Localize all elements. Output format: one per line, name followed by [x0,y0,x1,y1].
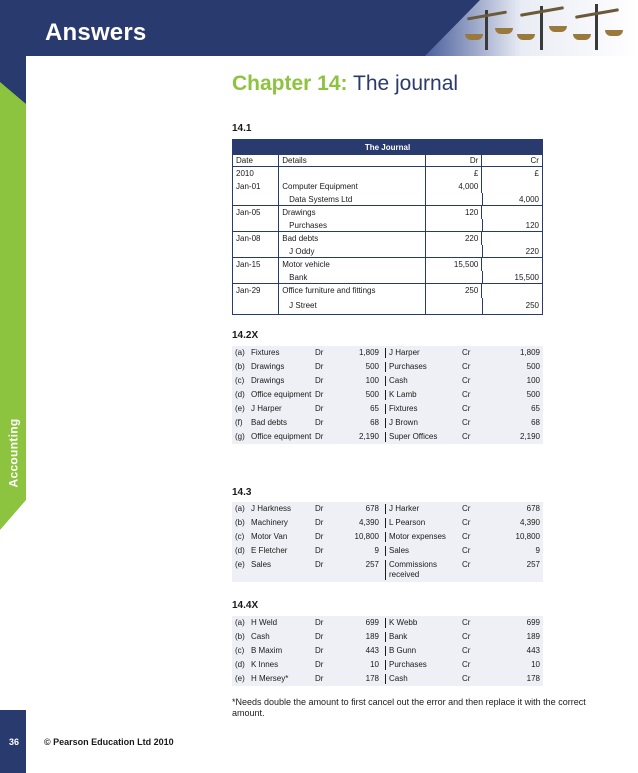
entry-label: (c) [235,532,245,541]
cell-cr: 15,500 [514,273,539,282]
debit-amount: 4,390 [342,518,386,528]
debit-account: Machinery [251,518,288,527]
table-row [233,167,542,180]
cell-dr: 4,000 [426,180,482,193]
credit-account: Cash [389,674,408,683]
debit-amount: 257 [342,560,386,580]
debit-marker: Dr [315,404,324,413]
credit-amount: 4,390 [519,518,540,527]
credit-account: Super Offices [389,432,438,441]
credit-marker: Cr [462,674,471,683]
entry-label: (c) [235,376,245,385]
credit-account: Motor expenses [389,532,446,541]
cell-details: J Street [279,298,426,314]
debit-marker: Dr [315,432,324,441]
col-date: Date [233,155,279,166]
credit-amount: 9 [535,546,540,555]
credit-amount: 699 [526,618,540,627]
credit-marker: Cr [462,560,471,569]
cell-cr: £ [534,169,539,178]
debit-amount: 100 [342,376,386,386]
cell-details: Bad debts [279,232,426,245]
debit-marker: Dr [315,532,324,541]
table-row [232,544,543,558]
credit-marker: Cr [462,376,471,385]
cell-dr [426,245,482,257]
col-dr: Dr [426,155,482,166]
credit-amount: 500 [526,362,540,371]
credit-amount: 10,800 [515,532,540,541]
table-row [233,271,542,284]
col-details: Details [279,155,426,166]
table-row [233,258,542,271]
debit-marker: Dr [315,546,324,555]
debit-account: Sales [251,560,272,569]
section-heading-14-4x: 14.4X [232,600,259,611]
debit-marker: Dr [315,504,324,513]
entry-label: (b) [235,632,245,641]
cell-dr [426,298,482,314]
credit-amount: 500 [526,390,540,399]
credit-account: L Pearson [389,518,426,527]
cell-cr [482,284,542,298]
debit-amount: 10,800 [342,532,386,542]
table-row [233,245,542,258]
cell-date: Jan-29 [233,284,279,298]
entry-label: (b) [235,518,245,527]
cell-date [233,271,279,283]
cell-cr: 120 [525,221,539,230]
credit-account: J Harper [389,348,420,357]
section-heading-14-2x: 14.2X [232,330,259,341]
cell-dr [426,271,482,283]
section-heading-14-3: 14.3 [232,487,252,498]
debit-amount: 178 [342,674,386,684]
credit-amount: 2,190 [519,432,540,441]
cell-date [233,298,279,314]
table-row [233,180,542,193]
entry-label: (d) [235,546,245,555]
credit-marker: Cr [462,504,471,513]
credit-amount: 178 [526,674,540,683]
credit-account: K Lamb [389,390,417,399]
entries-table-14-3 [232,502,543,582]
debit-marker: Dr [315,362,324,371]
credit-amount: 100 [526,376,540,385]
credit-amount: 678 [526,504,540,513]
cell-dr [426,219,482,231]
cell-cr: 220 [525,247,539,256]
col-cr: Cr [530,156,539,165]
cell-cr [482,206,542,219]
debit-account: B Maxim [251,646,283,655]
debit-marker: Dr [315,632,324,641]
debit-account: Drawings [251,362,285,371]
cell-date [233,245,279,257]
credit-amount: 65 [531,404,540,413]
credit-account: Fixtures [389,404,418,413]
header-title: Answers [45,19,147,46]
scales-of-justice-photo [425,0,638,56]
table-row [232,672,543,686]
credit-marker: Cr [462,646,471,655]
table-row [232,360,543,374]
debit-account: Fixtures [251,348,280,357]
debit-amount: 443 [342,646,386,656]
credit-marker: Cr [462,518,471,527]
debit-marker: Dr [315,674,324,683]
credit-marker: Cr [462,432,471,441]
cell-cr: 250 [525,301,539,310]
debit-marker: Dr [315,518,324,527]
table-row [232,530,543,544]
credit-account: Sales [389,546,410,555]
cell-cr [482,258,542,271]
table-row [232,516,543,530]
credit-account: J Harker [389,504,420,513]
cell-date [233,219,279,231]
cell-details: Drawings [279,206,426,219]
entry-label: (d) [235,660,245,669]
debit-account: K Innes [251,660,279,669]
copyright: © Pearson Education Ltd 2010 [44,737,174,747]
debit-marker: Dr [315,348,324,357]
debit-account: J Harkness [251,504,292,513]
cell-date [233,193,279,205]
entry-label: (d) [235,390,245,399]
credit-account: K Webb [389,618,418,627]
debit-account: Office equipment [251,432,312,441]
debit-marker: Dr [315,646,324,655]
debit-amount: 65 [342,404,386,414]
table-row [232,416,543,430]
debit-amount: 500 [342,362,386,372]
table-row [232,558,543,582]
cell-date: Jan-08 [233,232,279,245]
debit-amount: 9 [342,546,386,556]
entry-label: (g) [235,432,245,441]
cell-details: Motor vehicle [279,258,426,271]
debit-account: Cash [251,632,270,641]
debit-amount: 500 [342,390,386,400]
entry-label: (e) [235,404,245,413]
entry-label: (b) [235,362,245,371]
cell-date: Jan-01 [233,180,279,193]
credit-amount: 68 [531,418,540,427]
debit-amount: 2,190 [342,432,386,442]
debit-marker: Dr [315,560,324,569]
section-heading-14-1: 14.1 [232,123,252,134]
debit-marker: Dr [315,618,324,627]
table-row [232,430,543,444]
credit-marker: Cr [462,404,471,413]
credit-account: B Gunn [389,646,417,655]
cell-cr [482,180,542,193]
chapter-number: Chapter 14: [232,72,348,95]
debit-amount: 678 [342,504,386,514]
credit-amount: 1,809 [519,348,540,357]
cell-dr: £ [426,167,482,180]
cell-dr [426,193,482,205]
debit-amount: 68 [342,418,386,428]
credit-amount: 257 [526,560,540,569]
debit-amount: 10 [342,660,386,670]
credit-account: Purchases [389,660,427,669]
credit-amount: 189 [526,632,540,641]
debit-amount: 189 [342,632,386,642]
table-row [232,616,543,630]
entries-table-14-4x [232,616,543,686]
credit-account: Bank [389,632,408,641]
table-row [233,206,542,219]
table-row [232,644,543,658]
table-row [232,374,543,388]
table-row [232,502,543,516]
credit-marker: Cr [462,632,471,641]
debit-marker: Dr [315,390,324,399]
entry-label: (a) [235,618,245,627]
table-row [232,630,543,644]
debit-account: Motor Van [251,532,288,541]
table-row [232,658,543,672]
table-row [232,346,543,360]
cell-dr: 250 [426,284,482,298]
page-header [0,0,638,56]
cell-date: Jan-05 [233,206,279,219]
table-row [233,219,542,232]
entry-label: (e) [235,674,245,683]
journal-header-row [233,155,542,167]
debit-account: J Harper [251,404,282,413]
credit-account: Purchases [389,362,427,371]
credit-marker: Cr [462,546,471,555]
chapter-name: The journal [353,72,459,95]
cell-details: Purchases [279,219,426,231]
credit-account: Cash [389,376,408,385]
credit-marker: Cr [462,348,471,357]
credit-marker: Cr [462,390,471,399]
cell-cr: 4,000 [518,195,539,204]
entry-label: (f) [235,418,243,427]
chapter-title [232,72,458,96]
credit-marker: Cr [462,660,471,669]
entry-label: (a) [235,504,245,513]
credit-marker: Cr [462,532,471,541]
cell-details: Office furniture and fittings [279,284,426,298]
credit-amount: 443 [526,646,540,655]
table-row [233,284,542,298]
cell-details [279,167,426,180]
debit-marker: Dr [315,660,324,669]
cell-details: Data Systems Ltd [279,193,426,205]
cell-date: Jan-15 [233,258,279,271]
credit-account: Commissions received [389,560,438,579]
table-row [232,402,543,416]
debit-account: Office equipment [251,390,312,399]
cell-details: Bank [279,271,426,283]
entry-label: (c) [235,646,245,655]
entry-label: (e) [235,560,245,569]
credit-marker: Cr [462,362,471,371]
credit-marker: Cr [462,618,471,627]
cell-date: 2010 [233,167,279,180]
table-row [233,298,542,314]
debit-account: E Fletcher [251,546,288,555]
debit-amount: 1,809 [342,348,386,358]
footnote: *Needs double the amount to first cancel out the error and then replace it with the correct amount. [232,697,586,718]
debit-account: Bad debts [251,418,288,427]
credit-amount: 10 [531,660,540,669]
table-row [232,388,543,402]
cell-details: Computer Equipment [279,180,426,193]
cell-dr: 15,500 [426,258,482,271]
journal-table [232,139,543,315]
debit-marker: Dr [315,376,324,385]
side-label: Accounting [6,418,20,488]
credit-marker: Cr [462,418,471,427]
table-row [233,232,542,245]
page-number: 36 [8,737,19,747]
entries-table-14-2x [232,346,543,444]
table-row [233,193,542,206]
cell-details: J Oddy [279,245,426,257]
journal-table-title: The Journal [233,140,542,155]
debit-amount: 699 [342,618,386,628]
debit-account: Drawings [251,376,285,385]
entry-label: (a) [235,348,245,357]
debit-account: H Weld [251,618,278,627]
debit-account: H Mersey* [251,674,289,683]
cell-cr [482,232,542,245]
cell-dr: 120 [426,206,482,219]
credit-account: J Brown [389,418,418,427]
cell-dr: 220 [426,232,482,245]
debit-marker: Dr [315,418,324,427]
